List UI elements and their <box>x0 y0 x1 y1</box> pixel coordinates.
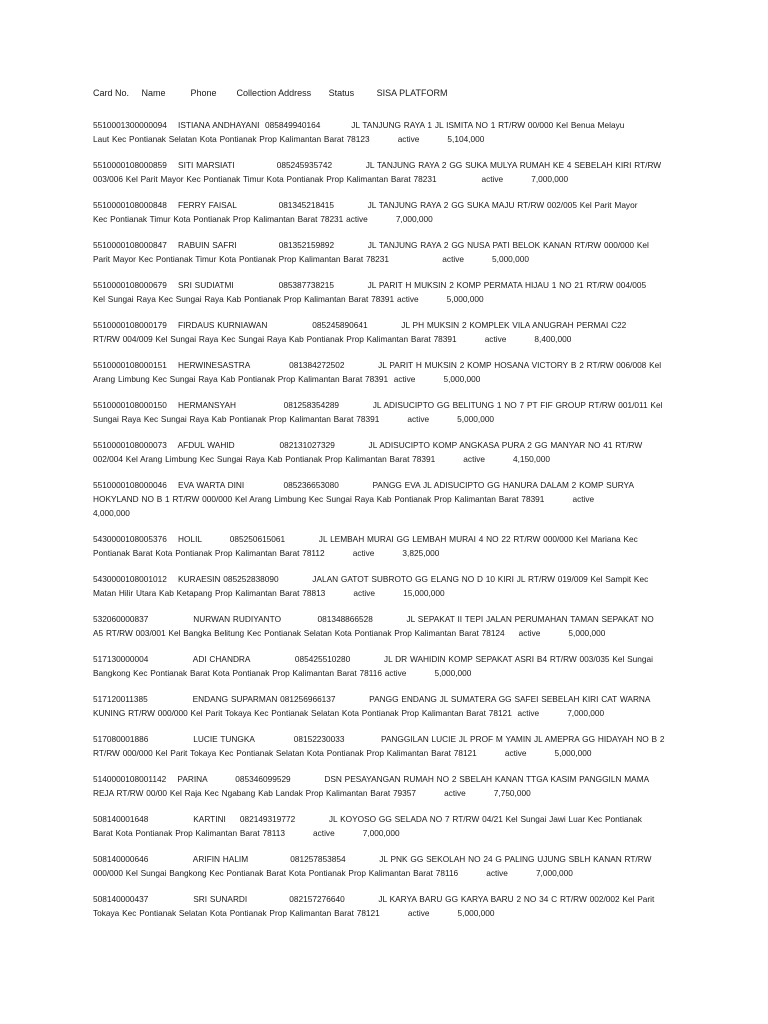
record-entry <box>93 812 683 840</box>
record-line: 5140000108001142 PARINA 085346099529 DSN PESAYANGAN RUMAH NO 2 SBELAH KANAN TTGA KASIM PANGGILN MAMA <box>93 774 650 784</box>
record-entry <box>93 118 683 146</box>
record-line: RT/RW 000/000 Kel Parit Tokaya Kec Pontianak Selatan Kota Pontianak Prop Kalimantan Barat 78121 active 5,000,000 <box>93 748 592 758</box>
column-header: Card No. Name Phone Collection Address Status SISA PLATFORM <box>93 88 448 98</box>
record-line: 5510000108000179 FIRDAUS KURNIAWAN 085245890641 JL PH MUKSIN 2 KOMPLEK VILA ANUGRAH PERMAI C22 <box>93 320 627 330</box>
document-body <box>93 86 683 932</box>
record-line: 5510000108000150 HERMANSYAH 081258354289 JL ADISUCIPTO GG BELITUNG 1 NO 7 PT FIF GROUP RT/RW 001/011 Kel <box>93 400 663 410</box>
record-line: Tokaya Kec Pontianak Selatan Kota Pontianak Prop Kalimantan Barat 78121 active 5,000,000 <box>93 908 495 918</box>
record-line: A5 RT/RW 003/001 Kel Bangka Belitung Kec Pontianak Selatan Kota Pontianak Prop Kalimantan Barat 78124 active 5,000,000 <box>93 628 606 638</box>
record-line: KUNING RT/RW 000/000 Kel Parit Tokaya Kec Pontianak Selatan Kota Pontianak Prop Kalimantan Barat 78121 active 7,000,000 <box>93 708 605 718</box>
record-line: 000/000 Kel Sungai Bangkong Kec Pontianak Barat Kota Pontianak Prop Kalimantan Barat 78116 active 7,000,000 <box>93 868 573 878</box>
record-entry <box>93 892 683 920</box>
record-line: 5510000108000151 HERWINESASTRA 081384272502 JL PARIT H MUKSIN 2 KOMP HOSANA VICTORY B 2 RT/RW 006/008 Kel <box>93 360 662 370</box>
record-line: Barat Kota Pontianak Prop Kalimantan Barat 78113 active 7,000,000 <box>93 828 400 838</box>
record-line: Arang Limbung Kec Sungai Raya Kab Pontianak Prop Kalimantan Barat 78391 active 5,000,000 <box>93 374 481 384</box>
record-entry <box>93 398 683 426</box>
record-line: Kec Pontianak Timur Kota Pontianak Prop Kalimantan Barat 78231 active 7,000,000 <box>93 214 433 224</box>
record-entry <box>93 852 683 880</box>
record-list <box>93 118 683 920</box>
record-line: 5510000108000847 RABUIN SAFRI 081352159892 JL TANJUNG RAYA 2 GG NUSA PATI BELOK KANAN RT/RW 000/000 Kel <box>93 240 649 250</box>
record-line: 5430000108001012 KURAESIN 085252838090 JALAN GATOT SUBROTO GG ELANG NO D 10 KIRI JL RT/RW 019/009 Kel Sampit Kec <box>93 574 649 584</box>
record-line: 508140001648 KARTINI 082149319772 JL KOYOSO GG SELADA NO 7 RT/RW 04/21 Kel Sungai Jawi Luar Kec Pontianak <box>93 814 642 824</box>
record-line: Bangkong Kec Pontianak Barat Kota Pontianak Prop Kalimantan Barat 78116 active 5,000,000 <box>93 668 472 678</box>
record-line: RT/RW 004/009 Kel Sungai Raya Kec Sungai Raya Kab Pontianak Prop Kalimantan Barat 78391 active 8,400,000 <box>93 334 572 344</box>
record-line: 003/006 Kel Parit Mayor Kec Pontianak Timur Kota Pontianak Prop Kalimantan Barat 78231 active 7,000,000 <box>93 174 569 184</box>
record-line: 508140000437 SRI SUNARDI 082157276640 JL KARYA BARU GG KARYA BARU 2 NO 34 C RT/RW 002/002 Kel Parit <box>93 894 655 904</box>
record-entry <box>93 532 683 560</box>
record-entry <box>93 318 683 346</box>
record-line: Parit Mayor Kec Pontianak Timur Kota Pontianak Prop Kalimantan Barat 78231 active 5,000,000 <box>93 254 529 264</box>
record-line: 5510000108000046 EVA WARTA DINI 085236653080 PANGG EVA JL ADISUCIPTO GG HANURA DALAM 2 KOMP SURYA <box>93 480 634 490</box>
record-line: Matan Hilir Utara Kab Ketapang Prop Kalimantan Barat 78813 active 15,000,000 <box>93 588 445 598</box>
record-entry <box>93 278 683 306</box>
record-line: Sungai Raya Kec Sungai Raya Kab Pontianak Prop Kalimantan Barat 78391 active 5,000,000 <box>93 414 495 424</box>
record-line: Pontianak Barat Kota Pontianak Prop Kalimantan Barat 78112 active 3,825,000 <box>93 548 440 558</box>
record-entry <box>93 652 683 680</box>
record-entry <box>93 438 683 466</box>
record-entry <box>93 732 683 760</box>
record-line: 5510000108000679 SRI SUDIATMI 085387738215 JL PARIT H MUKSIN 2 KOMP PERMATA HIJAU 1 NO 21 RT/RW 004/005 <box>93 280 647 290</box>
record-line: 5510000108000073 AFDUL WAHID 082131027329 JL ADISUCIPTO KOMP ANGKASA PURA 2 GG MANYAR NO 41 RT/RW <box>93 440 643 450</box>
record-entry <box>93 612 683 640</box>
record-line: 532060000837 NURWAN RUDIYANTO 081348866528 JL SEPAKAT II TEPI JALAN PERUMAHAN TAMAN SEPAKAT NO <box>93 614 654 624</box>
record-entry <box>93 198 683 226</box>
record-line: REJA RT/RW 00/00 Kel Raja Kec Ngabang Kab Landak Prop Kalimantan Barat 79357 active 7,750,000 <box>93 788 531 798</box>
record-line: 4,000,000 <box>93 508 130 518</box>
record-line: 5430000108005376 HOLIL 085250615061 JL LEMBAH MURAI GG LEMBAH MURAI 4 NO 22 RT/RW 000/000 Kel Mariana Kec <box>93 534 638 544</box>
record-entry <box>93 772 683 800</box>
record-entry <box>93 358 683 386</box>
record-line: 517120011385 ENDANG SUPARMAN 081256966137 PANGG ENDANG JL SUMATERA GG SAFEI SEBELAH KIRI CAT WARNA <box>93 694 651 704</box>
record-entry <box>93 572 683 600</box>
record-entry <box>93 158 683 186</box>
record-entry <box>93 478 683 520</box>
record-line: 002/004 Kel Arang Limbung Kec Sungai Raya Kab Pontianak Prop Kalimantan Barat 78391 active 4,150,000 <box>93 454 550 464</box>
record-line: Laut Kec Pontianak Selatan Kota Pontianak Prop Kalimantan Barat 78123 active 5,104,000 <box>93 134 485 144</box>
record-entry <box>93 238 683 266</box>
record-line: 508140000646 ARIFIN HALIM 081257853854 JL PNK GG SEKOLAH NO 24 G PALING UJUNG SBLH KANAN RT/RW <box>93 854 652 864</box>
record-entry <box>93 692 683 720</box>
record-line: 517080001886 LUCIE TUNGKA 08152230033 PANGGILAN LUCIE JL PROF M YAMIN JL AMEPRA GG HIDAYAH NO B 2 <box>93 734 665 744</box>
record-line: 5510000108000859 SITI MARSIATI 085245935742 JL TANJUNG RAYA 2 GG SUKA MULYA RUMAH KE 4 SEBELAH KIRI RT/RW <box>93 160 662 170</box>
record-line: 5510000108000848 FERRY FAISAL 081345218415 JL TANJUNG RAYA 2 GG SUKA MAJU RT/RW 002/005 Kel Parit Mayor <box>93 200 638 210</box>
record-line: 517130000004 ADI CHANDRA 085425510280 JL DR WAHIDIN KOMP SEPAKAT ASRI B4 RT/RW 003/035 Kel Sungai <box>93 654 653 664</box>
record-line: Kel Sungai Raya Kec Sungai Raya Kab Pontianak Prop Kalimantan Barat 78391 active 5,000,000 <box>93 294 484 304</box>
record-line: HOKYLAND NO B 1 RT/RW 000/000 Kel Arang Limbung Kec Sungai Raya Kab Pontianak Prop Kalimantan Barat 78391 active <box>93 494 595 504</box>
record-line: 5510001300000094 ISTIANA ANDHAYANI 085849940164 JL TANJUNG RAYA 1 JL ISMITA NO 1 RT/RW 00/000 Kel Benua Melayu <box>93 120 625 130</box>
